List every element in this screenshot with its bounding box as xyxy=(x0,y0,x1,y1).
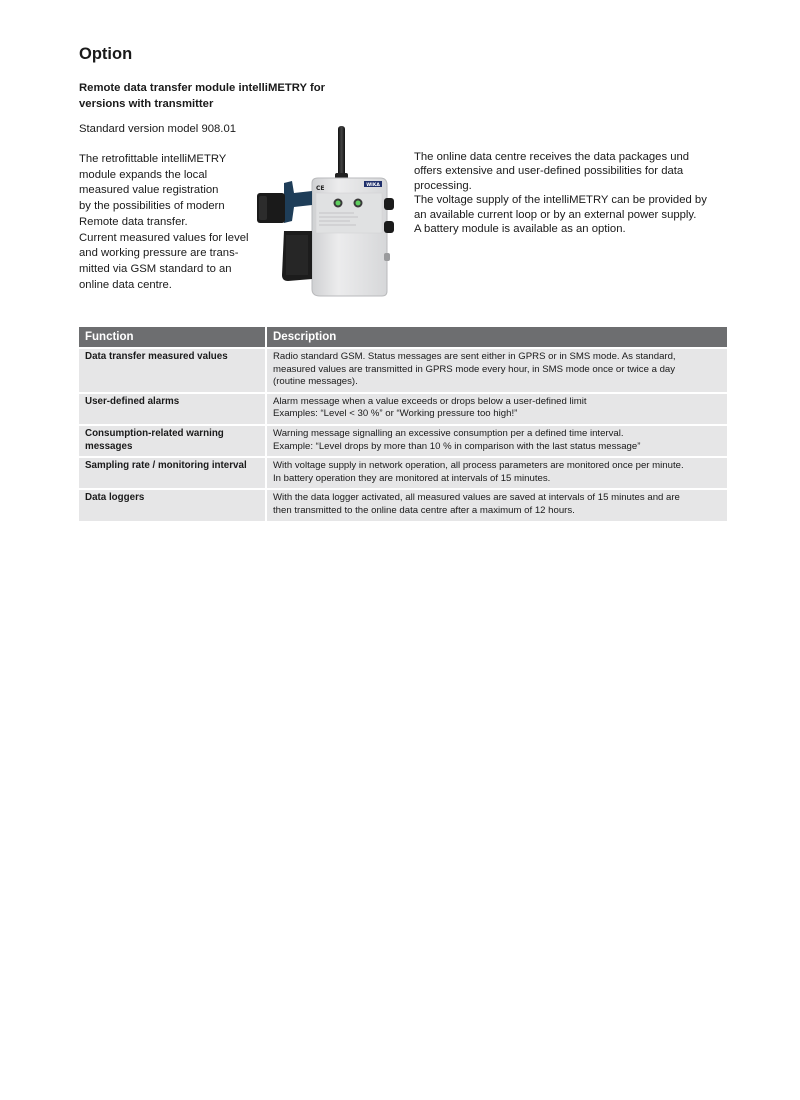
description-line: Examples: “Level < 30 %” or “Working pressure too high!” xyxy=(273,408,518,420)
text-line: by the possibilities of modern xyxy=(79,200,225,213)
wika-logo: WIKA xyxy=(366,183,380,188)
table-header-row xyxy=(79,327,727,347)
text-line: mitted via GSM standard to an xyxy=(79,262,232,275)
description-line: In battery operation they are monitored at intervals of 15 minutes. xyxy=(273,472,551,484)
text-line: A battery module is available as an option. xyxy=(414,223,626,236)
description-cell xyxy=(267,394,727,424)
function-cell: Data loggers xyxy=(79,490,267,520)
description-line: Warning message signalling an excessive consumption per a defined time interval. xyxy=(273,427,624,439)
table-row xyxy=(79,394,727,424)
standard-version-label: Standard version model 908.01 xyxy=(79,123,237,135)
description-cell xyxy=(267,490,727,520)
column-header-description: Description xyxy=(267,327,727,347)
intellimetry-device-image xyxy=(254,123,404,298)
text-line: The retrofittable intelliMETRY xyxy=(79,153,227,165)
text-line: processing. xyxy=(414,179,472,192)
description-line: Alarm message when a value exceeds or drops below a user-defined limit xyxy=(273,395,587,407)
description-cell xyxy=(267,458,727,488)
description-line: then transmitted to the online data centre after a maximum of 12 hours. xyxy=(273,504,575,516)
intro-text-left xyxy=(79,152,259,293)
description-line: With voltage supply in network operation, all process parameters are monitored once per minute. xyxy=(273,460,684,472)
description-cell xyxy=(267,349,727,392)
description-line: Example: “Level drops by more than 10 % in comparison with the last status message” xyxy=(273,440,641,452)
function-description-table xyxy=(79,325,727,523)
text-line: an available current loop or by an external power supply. xyxy=(414,208,697,221)
text-line: module expands the local xyxy=(79,168,208,181)
intro-text-right xyxy=(414,150,734,236)
description-line: (routine messages). xyxy=(273,376,358,388)
table-row xyxy=(79,490,727,520)
description-line: measured values are transmitted in GPRS mode every hour, in SMS mode once or twice a day xyxy=(273,363,676,375)
text-line: Current measured values for level xyxy=(79,231,249,244)
text-line: online data centre. xyxy=(79,278,172,291)
text-line: Remote data transfer. xyxy=(79,215,188,228)
description-line: Radio standard GSM. Status messages are sent either in GPRS or in SMS mode. As standard, xyxy=(273,351,676,362)
section-subtitle: Remote data transfer module intelliMETRY for versions with transmitter xyxy=(79,82,326,110)
table-row xyxy=(79,458,727,488)
text-line: The voltage supply of the intelliMETRY can be provided by xyxy=(414,194,707,207)
function-cell: Consumption-related warning messages xyxy=(79,426,267,456)
description-cell xyxy=(267,426,727,456)
function-cell: Sampling rate / monitoring interval xyxy=(79,458,267,488)
text-line: measured value registration xyxy=(79,184,219,197)
ce-mark: CE xyxy=(316,185,325,192)
table-row xyxy=(79,426,727,456)
function-cell: User-defined alarms xyxy=(79,394,267,424)
description-line: With the data logger activated, all measured values are saved at intervals of 15 minutes and are xyxy=(273,492,680,504)
table-row xyxy=(79,349,727,392)
column-header-function: Function xyxy=(79,327,267,347)
text-line: The online data centre receives the data packages und xyxy=(414,151,690,163)
function-cell: Data transfer measured values xyxy=(79,349,267,392)
text-line: offers extensive and user-defined possibilities for data xyxy=(414,165,684,178)
page-title: Option xyxy=(79,45,133,63)
text-line: and working pressure are trans- xyxy=(79,247,239,260)
